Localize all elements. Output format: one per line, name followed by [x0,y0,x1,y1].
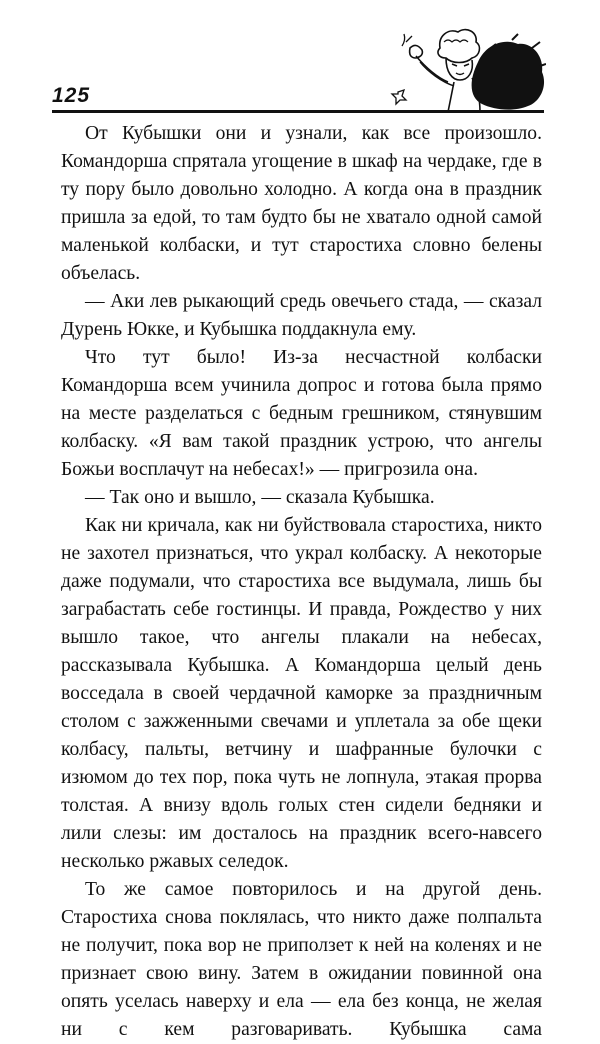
paragraph-1: От Кубышки они и узнали, как все произошло. Командорша спрятала угощение в шкаф на чердаке, где в ту пору было довольно холодно. А когда она в праздник пришла за едой, то там будто бы не хватало одной самой маленькой колбаски, и тут старостиха словно белены объелась. [61,123,542,284]
paragraph-3: Что тут было! Из-за несчастной колбаски Командорша всем учинила допрос и готова была прямо на месте разделаться с бедным грешником, стянувшим колбаску. «Я вам такой праздник устрою, что ангелы Божьи восплачут на небесах!» — пригрозила она. [61,347,542,480]
paragraph-4: — Так оно и вышло, — сказала Кубышка. [85,487,435,508]
page-number: 125 [52,84,91,107]
paragraph-5: Как ни кричала, как ни буйствовала старостиха, никто не захотел признаться, что украл колбаску. А некоторые даже подумали, что старостиха все выдумала, лишь бы заграбастать себе гостинцы. И правда, Рождество у них вышло такое, что ангелы плакали на небесах, рассказывала Кубышка. А Командорша целый день восседала в своей чердачной каморке за праздничным столом с зажженными свечами и уплетала за обе щеки колбасу, пальты, ветчину и шафранные булочки с изюмом до тех пор, пока чуть не лопнула, этакая прорва толстая. А внизу вдоль голых стен сидели бедняки и лили слезы: им досталось на праздник всего-навсего несколько ржавых селедок. [61,515,542,872]
header-rule [52,110,544,113]
body-text [61,120,542,1044]
paragraph-2: — Аки лев рыкающий средь овечьего стада, — сказал Дурень Юкке, и Кубышка поддакнула ему. [61,291,542,340]
page-header [0,0,600,120]
paragraph-6: То же самое повторилось и на другой день. Старостиха снова поклялась, что никто даже полпальта не получит, пока вор не приползет к ней на коленях и не признает свою вину. Затем в ожидании повинной она опять уселась наверху и ела — ела без конца, не желая ни с кем разговаривать. Кубышка сама [61,879,542,1040]
boy-with-tree-sketch-icon [382,22,546,114]
